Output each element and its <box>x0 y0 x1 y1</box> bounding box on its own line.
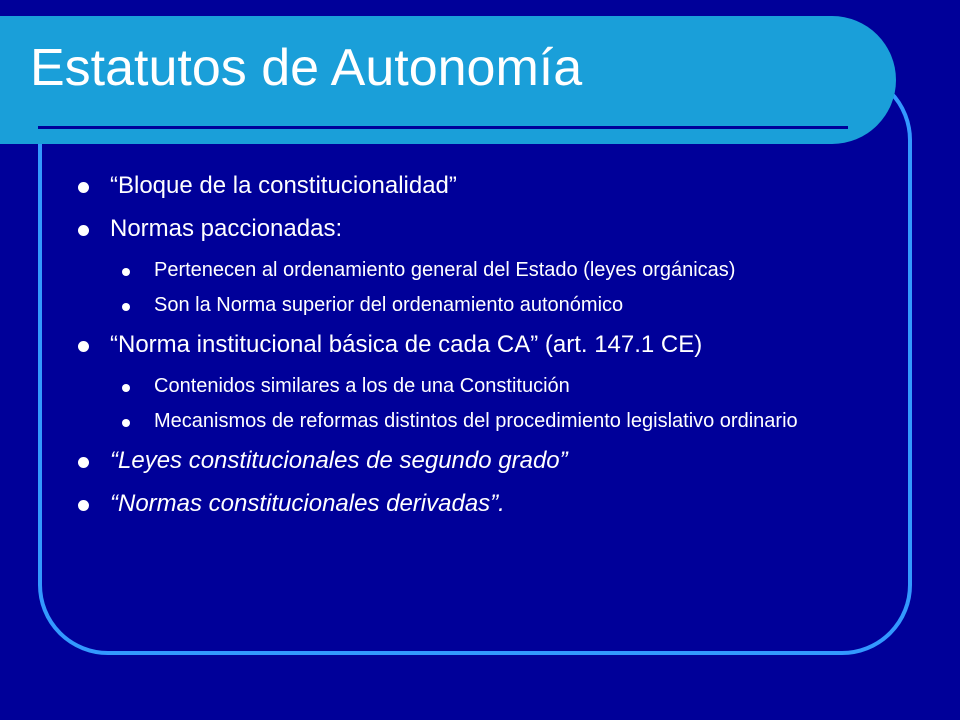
bullet-text: “Bloque de la constitucionalidad” <box>110 172 457 199</box>
bullet-item <box>78 447 848 476</box>
sub-bullet-dot-icon <box>122 268 130 276</box>
sub-bullet-text: Mecanismos de reformas distintos del procedimiento legislativo ordinario <box>154 410 798 433</box>
sub-bullet-dot-icon <box>122 303 130 311</box>
bullet-item <box>78 172 848 201</box>
bullet-dot-icon <box>78 182 89 193</box>
bullet-text: “Norma institucional básica de cada CA” (art. 147.1 CE) <box>110 330 703 358</box>
sub-bullet-item <box>110 295 848 317</box>
bullet-text: Normas paccionadas: <box>110 214 343 242</box>
bullet-dot-icon <box>78 457 89 468</box>
bullet-dot-icon <box>78 341 89 352</box>
sub-bullet-item <box>110 260 848 282</box>
sub-bullet-list <box>110 376 848 433</box>
bullet-text: “Leyes constitucionales de segundo grado” <box>110 446 568 474</box>
bullet-item <box>78 490 848 519</box>
bullet-item <box>78 331 848 433</box>
bullet-dot-icon <box>78 500 89 511</box>
title-underline <box>38 126 848 129</box>
sub-bullet-text: Contenidos similares a los de una Constitución <box>154 374 570 397</box>
sub-bullet-item <box>110 411 848 433</box>
sub-bullet-text: Pertenecen al ordenamiento general del Estado (leyes orgánicas) <box>154 258 736 281</box>
sub-bullet-text: Son la Norma superior del ordenamiento autonómico <box>154 294 624 317</box>
bullet-text: “Normas constitucionales derivadas”. <box>110 489 505 517</box>
sub-bullet-item <box>110 376 848 398</box>
bullet-list <box>78 172 848 532</box>
bullet-item <box>78 215 848 317</box>
sub-bullet-dot-icon <box>122 384 130 392</box>
bullet-dot-icon <box>78 225 89 236</box>
sub-bullet-dot-icon <box>122 419 130 427</box>
sub-bullet-list <box>110 260 848 317</box>
slide-title: Estatutos de Autonomía <box>30 39 583 97</box>
